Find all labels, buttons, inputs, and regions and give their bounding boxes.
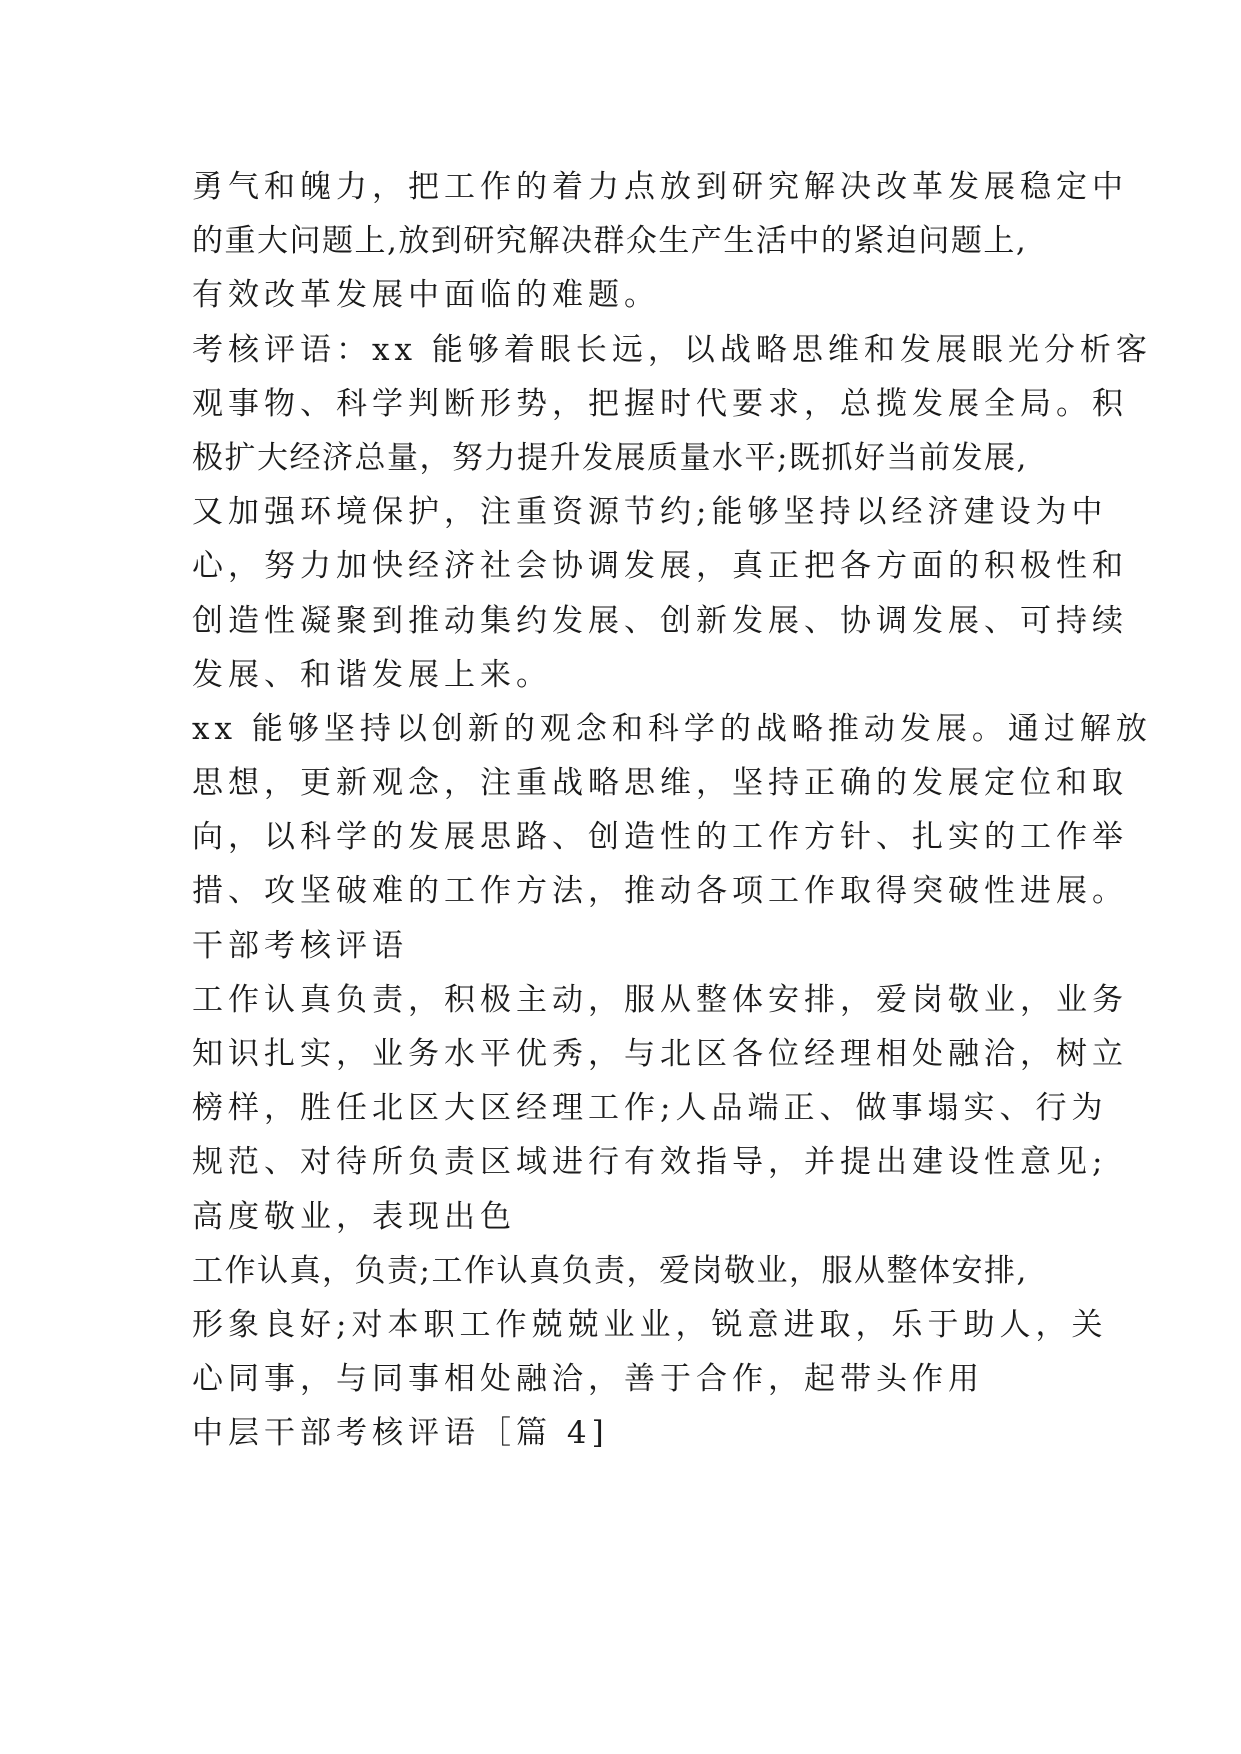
- text-line: 向，以科学的发展思路、创造性的工作方针、扎实的工作举: [192, 819, 1128, 856]
- text-line: 工作认真，负责;工作认真负责，爱岗敬业，服从整体安排,: [192, 1252, 1028, 1289]
- document-body: [192, 160, 1152, 1461]
- text-line: 高度敬业，表现出色: [192, 1198, 516, 1235]
- text-line: xx 能够坚持以创新的观念和科学的战略推动发展。通过解放: [192, 710, 1152, 747]
- section-heading: 干部考核评语: [192, 927, 408, 964]
- text-line: 又加强环境保护，注重资源节约;能够坚持以经济建设为中: [192, 494, 1108, 531]
- text-line: 心同事，与同事相处融洽，善于合作，起带头作用: [192, 1361, 984, 1398]
- text-line: 知识扎实，业务水平优秀，与北区各位经理相处融洽，树立: [192, 1036, 1128, 1072]
- text-line: 的重大问题上,放到研究解决群众生产生活中的紧迫问题上,: [192, 223, 1028, 260]
- text-line: 心，努力加快经济社会协调发展，真正把各方面的积极性和: [192, 548, 1128, 585]
- text-line: 考核评语：xx 能够着眼长远，以战略思维和发展眼光分析客: [192, 331, 1152, 368]
- text-line: 措、攻坚破难的工作方法，推动各项工作取得突破性进展。: [192, 873, 1128, 910]
- text-line: 观事物、科学判断形势，把握时代要求，总揽发展全局。积: [192, 385, 1128, 422]
- text-line: 形象良好;对本职工作兢兢业业，锐意进取，乐于助人，关: [192, 1306, 1108, 1343]
- text-line: 有效改革发展中面临的难题。: [192, 277, 660, 314]
- text-line: 极扩大经济总量，努力提升发展质量水平;既抓好当前发展,: [192, 439, 1028, 476]
- text-line: 规范、对待所负责区域进行有效指导，并提出建设性意见;: [192, 1144, 1108, 1181]
- text-line: 思想，更新观念，注重战略思维，坚持正确的发展定位和取: [192, 765, 1128, 802]
- text-line: 工作认真负责，积极主动，服从整体安排，爱岗敬业，业务: [192, 981, 1128, 1018]
- text-line: 创造性凝聚到推动集约发展、创新发展、协调发展、可持续: [192, 602, 1128, 639]
- text-line: 发展、和谐发展上来。: [192, 656, 552, 693]
- text-line: 勇气和魄力，把工作的着力点放到研究解决改革发展稳定中: [192, 169, 1128, 205]
- section-heading: 中层干部考核评语［篇 4]: [192, 1415, 609, 1452]
- text-line: 榜样，胜任北区大区经理工作;人品端正、做事塌实、行为: [192, 1090, 1108, 1127]
